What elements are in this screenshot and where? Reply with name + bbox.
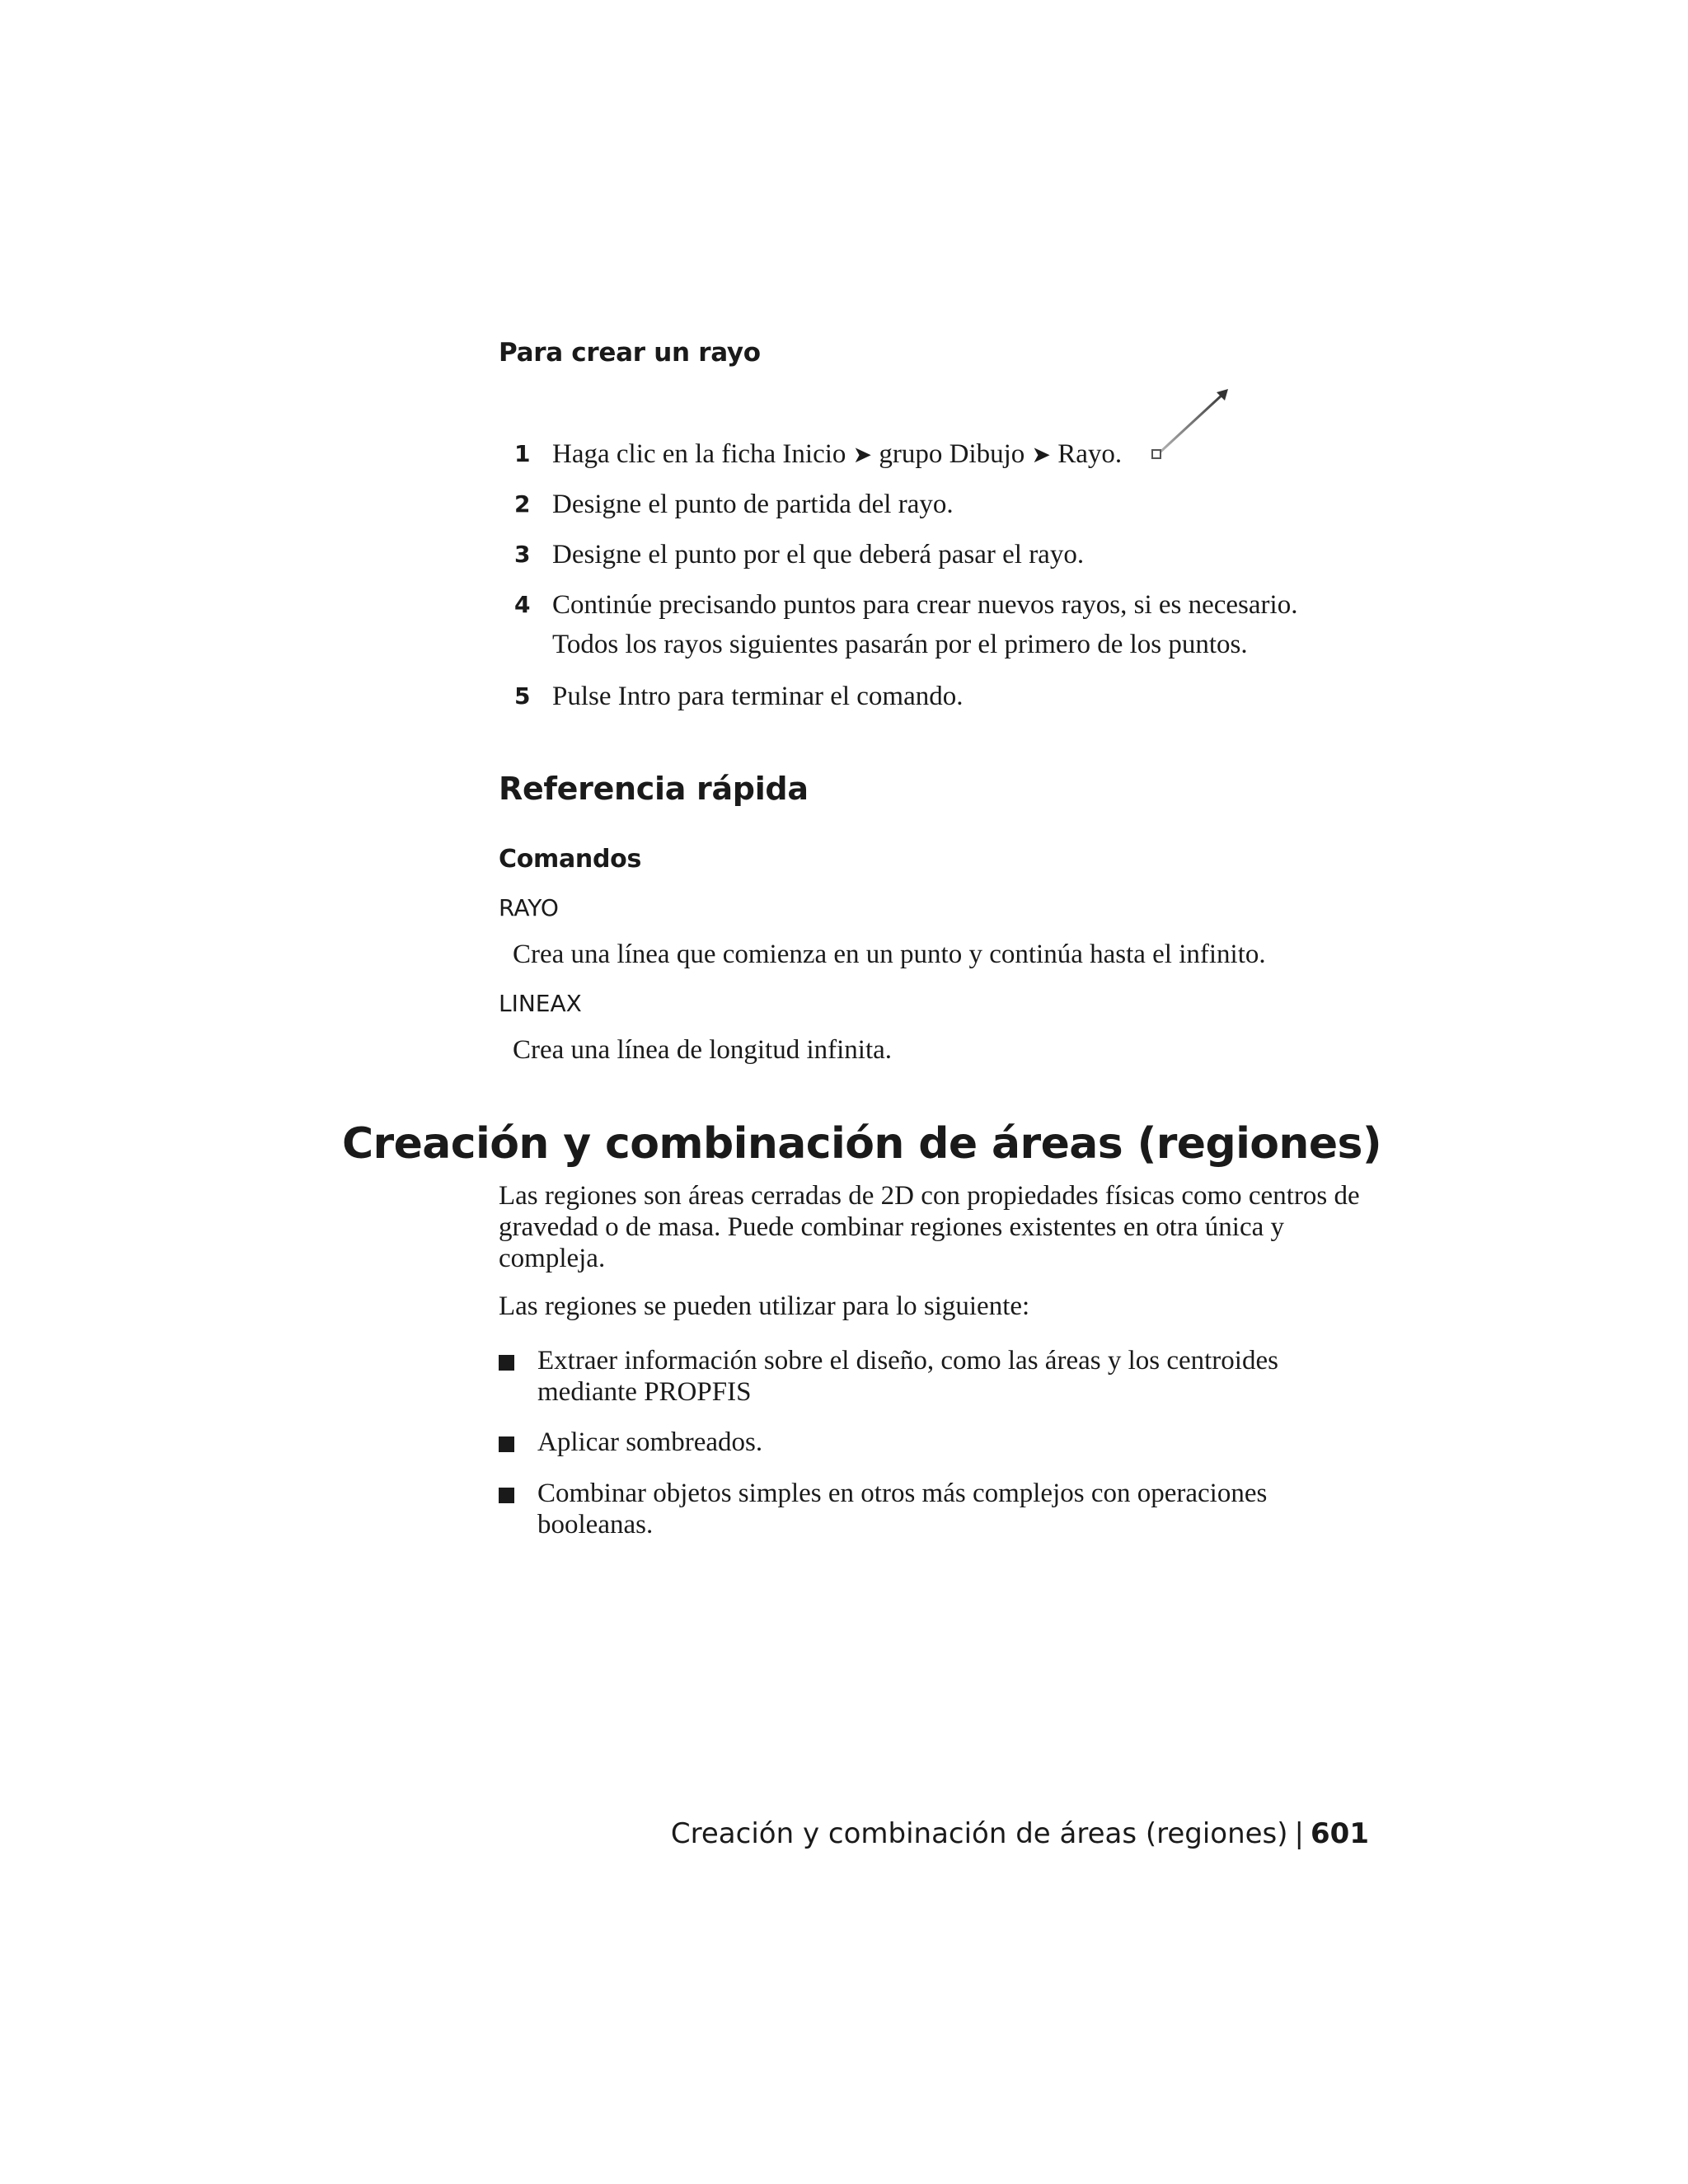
section-uses-lead: Las regiones se pueden utilizar para lo siguiente: — [499, 1291, 1030, 1321]
footer-title: Creación y combinación de áreas (regiones) — [670, 1817, 1288, 1850]
step-text: Continúe precisando puntos para crear nuevos rayos, si es necesario. — [552, 590, 1298, 620]
step-text-part: Rayo. — [1057, 439, 1123, 469]
list-item-text: Combinar objetos simples en otros más complejos con operaciones booleanas. — [537, 1479, 1268, 1540]
step-text-continuation: Todos los rayos siguientes pasarán por el primero de los puntos. — [552, 630, 1248, 659]
step-number: 1 — [514, 440, 531, 467]
bullet-square-icon — [499, 1355, 514, 1371]
page-footer — [671, 1817, 1369, 1850]
step-text: Designe el punto de partida del rayo. — [552, 490, 954, 519]
bullet-square-icon — [499, 1488, 514, 1503]
page-number: 601 — [1311, 1817, 1369, 1850]
command-name: LINEAX — [499, 990, 582, 1017]
arrow-right-icon: ➤ — [852, 443, 873, 468]
step-number: 5 — [514, 682, 531, 710]
procedure-title: Para crear un rayo — [499, 338, 761, 368]
step-text: Pulse Intro para terminar el comando. — [552, 682, 964, 711]
step-text-part: grupo Dibujo — [879, 439, 1025, 469]
command-name: RAYO — [499, 894, 559, 921]
command-description: Crea una línea de longitud infinita. — [513, 1035, 893, 1065]
step-text-part: Haga clic en la ficha Inicio — [552, 439, 846, 469]
quick-reference-heading: Referencia rápida — [499, 771, 809, 807]
step-text — [552, 434, 1418, 476]
step-number: 3 — [514, 541, 531, 568]
step-text: Designe el punto por el que deberá pasar el rayo. — [552, 540, 1085, 569]
bullet-square-icon — [499, 1436, 514, 1452]
section-title: Creación y combinación de áreas (regiones) — [342, 1119, 1382, 1169]
step-number: 4 — [514, 591, 531, 618]
list-item-text: Aplicar sombreados. — [537, 1427, 763, 1457]
commands-heading: Comandos — [499, 845, 642, 874]
list-item-text: Extraer información sobre el diseño, como las áreas y los centroides mediante PROPFIS — [537, 1346, 1278, 1407]
command-description: Crea una línea que comienza en un punto y continúa hasta el infinito. — [513, 940, 1266, 969]
footer-separator: | — [1294, 1817, 1305, 1850]
section-intro: Las regiones son áreas cerradas de 2D con propiedades físicas como centros de gravedad o de masa. Puede combinar regiones existentes en otra única y compleja. — [499, 1181, 1360, 1273]
step-number: 2 — [514, 490, 531, 518]
arrow-right-icon: ➤ — [1031, 443, 1052, 468]
